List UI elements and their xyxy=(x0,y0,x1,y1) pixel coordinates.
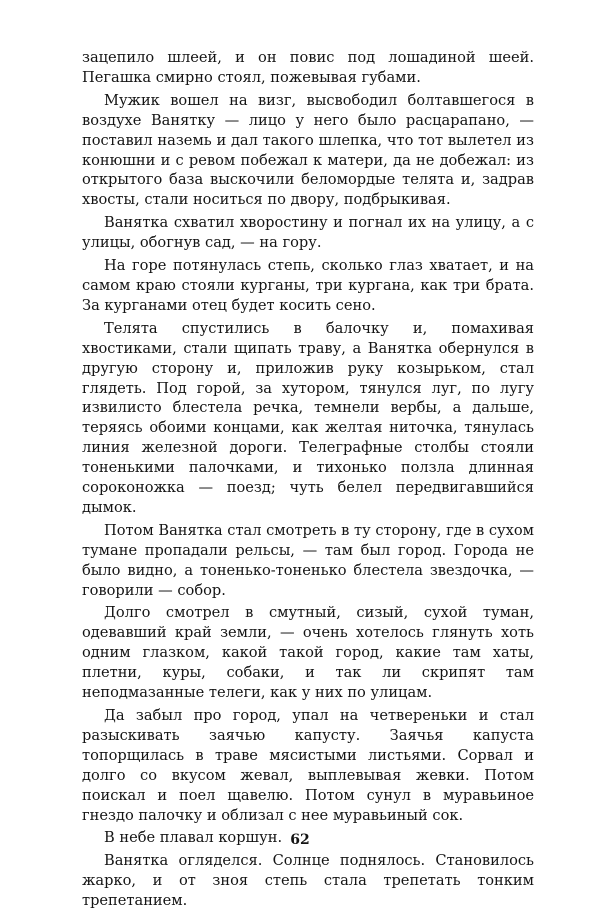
paragraph-4: На горе потянулась степь, сколько глаз хватает, и на самом краю стояли курганы, три кургана, как три брата. За курганами отец будет косить сено. xyxy=(82,257,534,314)
paragraph-5: Телята спустились в балочку и, помахивая хвостиками, стали щипать траву, а Ванятка обернулся в другую сторону и, приложив руку козырьком, стал глядеть. Под горой, за хутором, тянулся луг, по лугу извилисто блестела речка, темнели вербы, а дальше, теряясь обоими концами, как желтая ниточка, тянулась линия железной дороги. Телеграфные столбы стояли тоненькими палочками, и тихонько ползла длинная сороконожка — поезд; чуть белел передвигавшийся дымок. xyxy=(82,319,534,516)
paragraph-1: зацепило шлеей, и он повис под лошадиной шеей. Пегашка смирно стоял, пожевывая губами. xyxy=(82,49,534,86)
paragraph-3: Ванятка схватил хворостину и погнал их на улицу, а с улицы, обогнув сад, — на гору. xyxy=(82,214,534,252)
paragraph-7: Долго смотрел в смутный, сизый, сухой туман, одевавший край земли, — очень хотелось глянуть хоть одним глазком, какой такой город, какие там хаты, плетни, куры, собаки, и так ли скрипят там неподмазанные телеги, как у них по улицам. xyxy=(82,604,534,702)
paragraph-2: Мужик вошел на визг, высвободил болтавшегося в воздухе Ванятку — лицо у него было расцарапано, — поставил наземь и дал такого шлепка, что тот вылетел из конюшни и с ревом побежал к матери, да не добежал: из открытого база выскочили беломордые телята и, задрав хвосты, стали носиться по двору, подбрыкивая. xyxy=(82,91,534,209)
paragraph-10: Ванятка огляделся. Солнце поднялось. Становилось жарко, и от зноя степь стала трепетать тонким трепетанием. xyxy=(82,852,534,910)
paragraph-6: Потом Ванятка стал смотреть в ту сторону, где в сухом тумане пропадали рельсы, — там был город. Города не было видно, а тоненько-тоненько блестела звездочка, — говорили — собор. xyxy=(82,521,534,599)
paragraph-8: Да забыл про город, упал на четвереньки и стал разыскивать заячью капусту. Заячья капуста топорщилась в траве мясистыми листьями. Сорвал и долго со вкусом жевал, выплевывая жевки. Потом поискал и поел щавелю. Потом сунул в муравьиное гнездо палочку и облизал с нее муравьиный сок. xyxy=(82,707,534,824)
paragraph-9: В небе плавал коршун. xyxy=(104,829,283,847)
page-number: 62 xyxy=(290,832,310,848)
body-text xyxy=(82,48,534,914)
